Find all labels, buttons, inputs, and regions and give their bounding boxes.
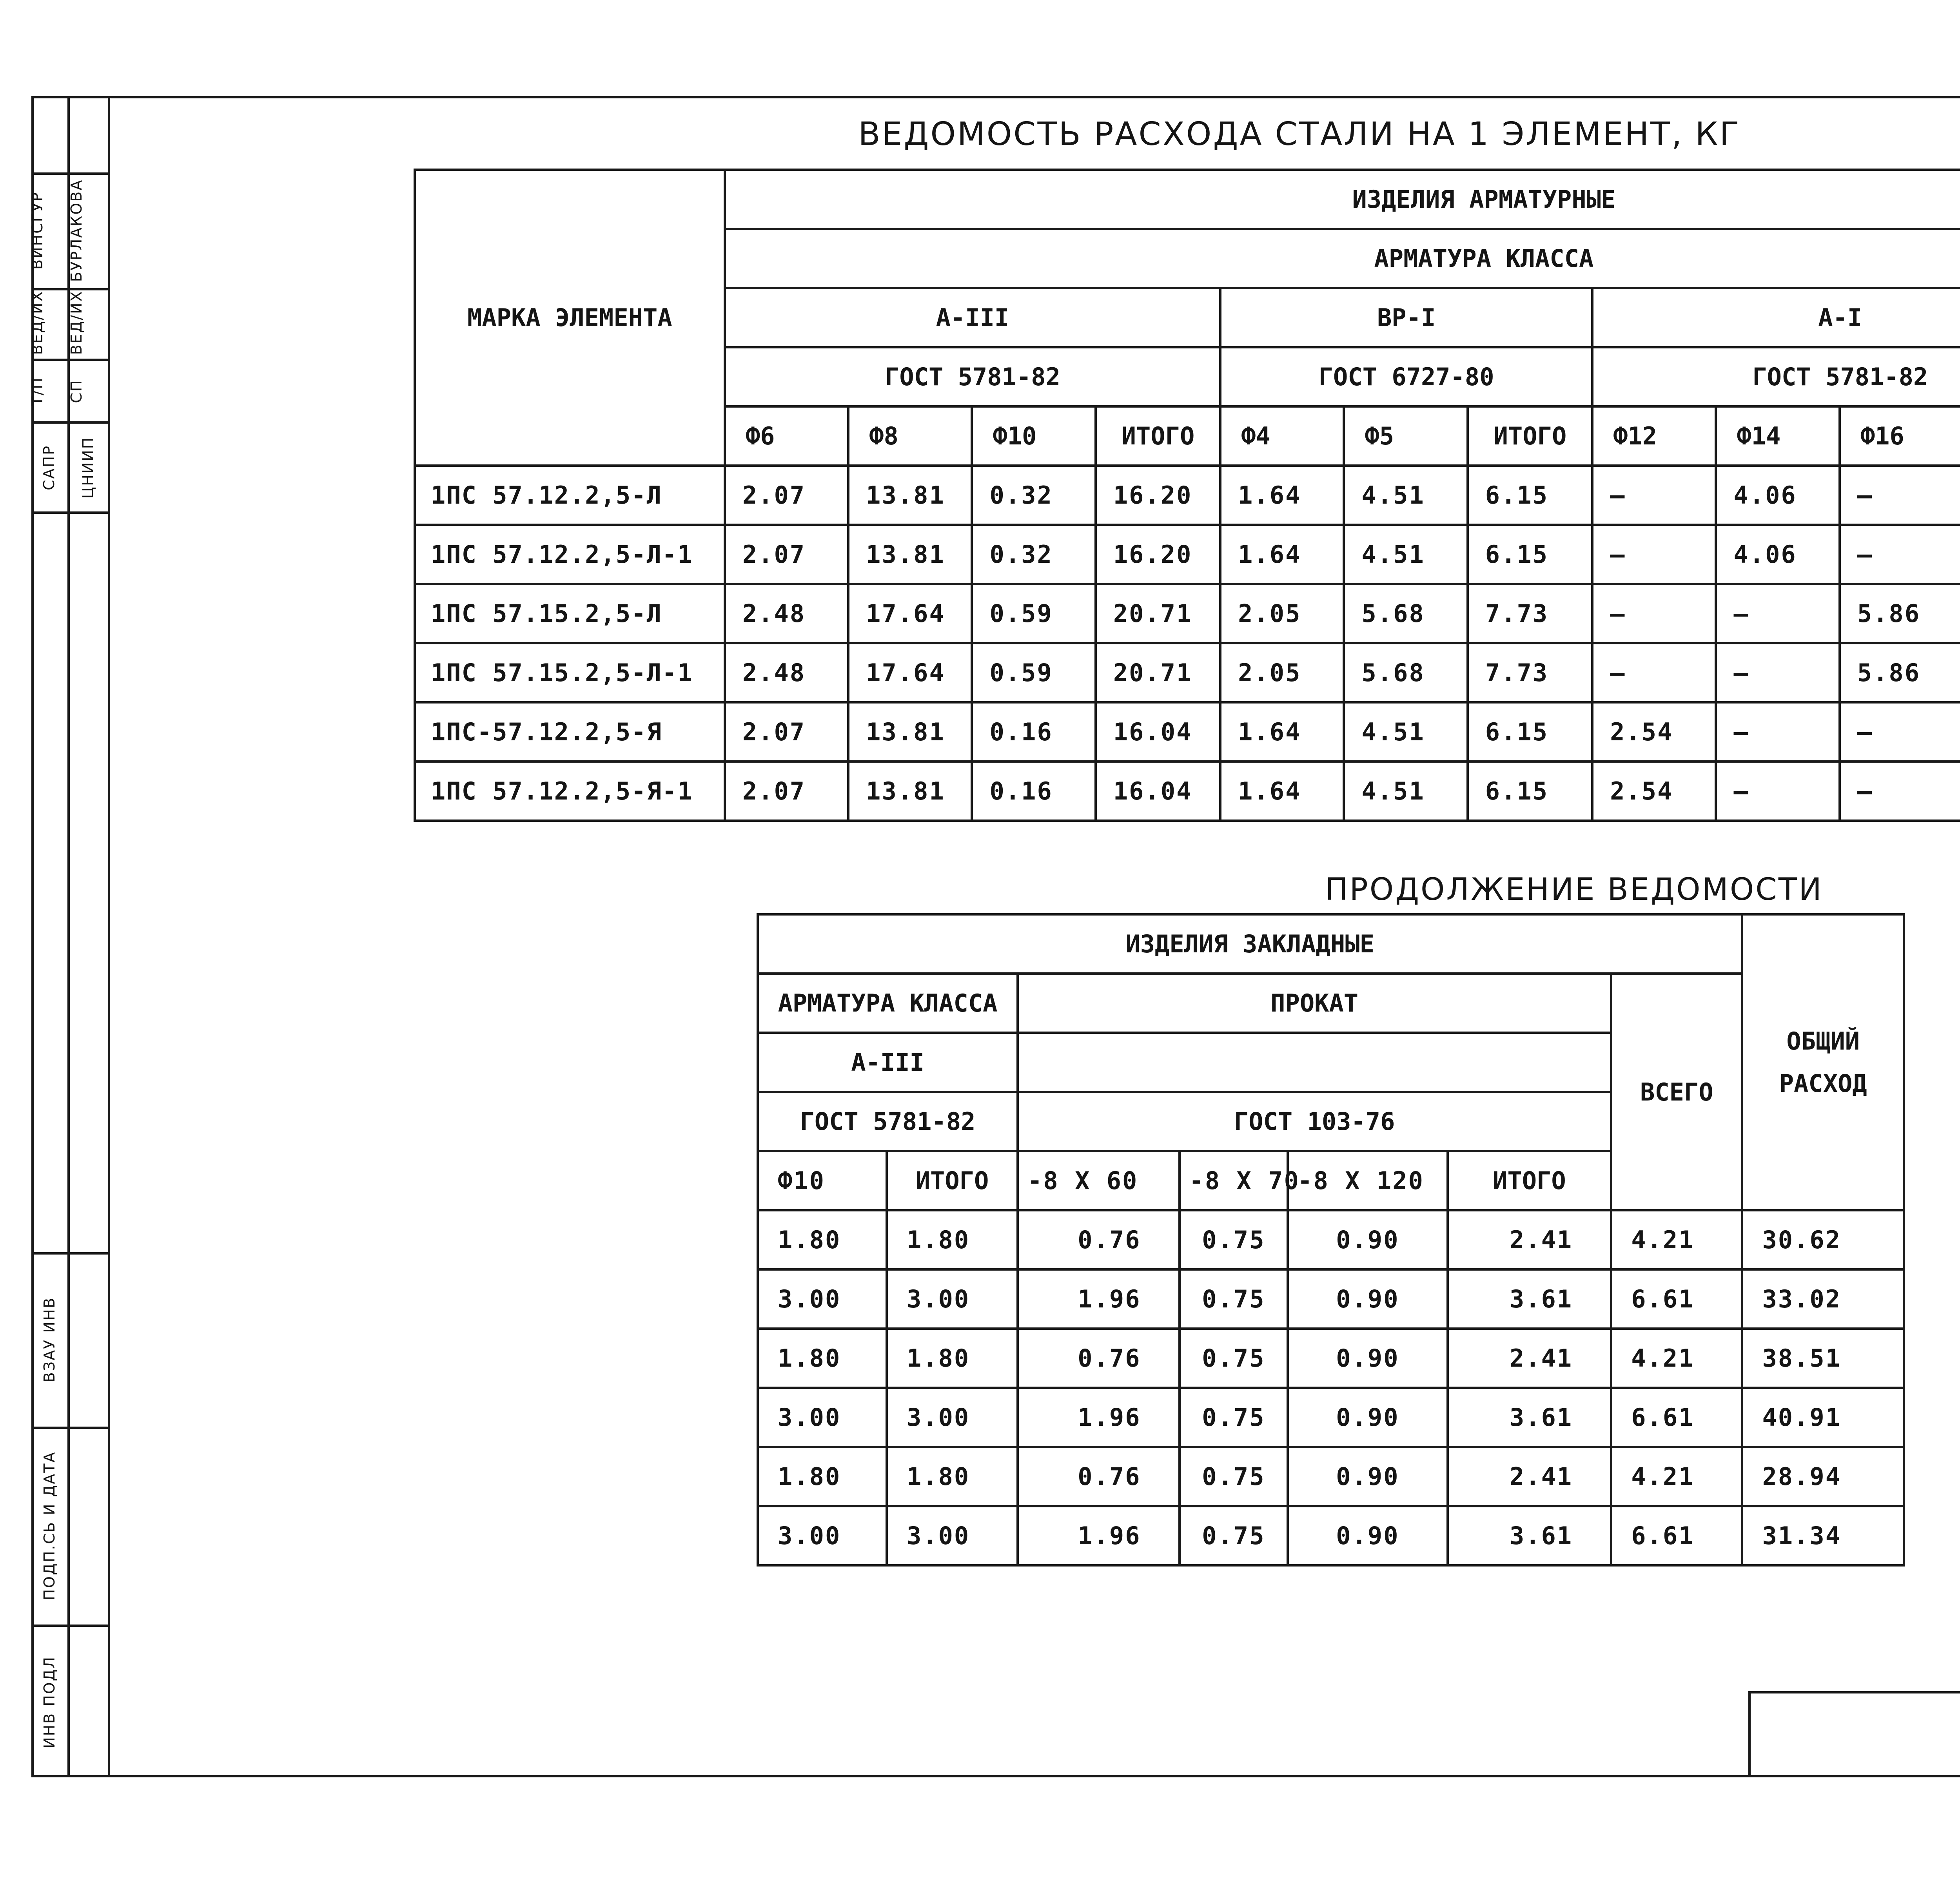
- value-cell: 16.04: [1096, 702, 1220, 762]
- value-cell: –: [1716, 643, 1839, 702]
- subcol-header: ИТОГО: [1448, 1151, 1612, 1210]
- header-class-a1: А-I: [1592, 288, 1960, 347]
- value-cell: 3.00: [887, 1388, 1018, 1447]
- table2-body: [758, 1210, 1904, 1565]
- value-cell: 13.81: [848, 702, 972, 762]
- value-cell: –: [1840, 466, 1960, 525]
- subcol-header: -8 Х 120: [1288, 1151, 1447, 1210]
- value-cell: 16.04: [1096, 762, 1220, 821]
- table-row: [415, 702, 1960, 762]
- strip-label: ВЕД/ИХ: [29, 290, 46, 355]
- value-cell: 1.80: [758, 1447, 887, 1506]
- value-cell: 0.75: [1180, 1447, 1288, 1506]
- value-cell: –: [1840, 762, 1960, 821]
- element-mark-cell: 1ПС 57.12.2,5-Л-1: [415, 525, 725, 584]
- table-row: [415, 584, 1960, 643]
- document-title: ВЕДОМОСТЬ РАСХОДА СТАЛИ НА 1 ЭЛЕМЕНТ, КГ: [858, 116, 1741, 153]
- header-prokat: ПРОКАТ: [1018, 974, 1611, 1033]
- value-cell: 13.81: [848, 466, 972, 525]
- value-cell: 1.80: [758, 1329, 887, 1388]
- table-row: [758, 1447, 1904, 1506]
- value-cell: 38.51: [1742, 1329, 1904, 1388]
- value-cell: 2.05: [1220, 643, 1344, 702]
- value-cell: 6.61: [1611, 1506, 1742, 1565]
- subcol-header: Ф10: [758, 1151, 887, 1210]
- value-cell: 2.41: [1448, 1210, 1612, 1269]
- value-cell: 3.00: [758, 1269, 887, 1329]
- value-cell: 0.90: [1288, 1447, 1447, 1506]
- subcol-header: Ф4: [1220, 406, 1344, 466]
- table-row: [415, 643, 1960, 702]
- continuation-title: ПРОДОЛЖЕНИЕ ВЕДОМОСТИ: [1325, 872, 1823, 907]
- header-class: АРМАТУРА КЛАССА: [725, 229, 1960, 288]
- value-cell: 0.75: [1180, 1506, 1288, 1565]
- value-cell: 2.41: [1448, 1329, 1612, 1388]
- header-class-a3: А-III: [758, 1033, 1018, 1092]
- value-cell: 0.75: [1180, 1329, 1288, 1388]
- strip-label: ВЕД/ИХ: [68, 290, 85, 355]
- subcol-header: Ф16: [1840, 406, 1960, 466]
- value-cell: 3.00: [758, 1388, 887, 1447]
- value-cell: 28.94: [1742, 1447, 1904, 1506]
- strip-label: ИНВ ПОДЛ: [41, 1656, 58, 1748]
- strip-label: ЦНИИП: [80, 436, 97, 499]
- table-row: [415, 525, 1960, 584]
- value-cell: 2.54: [1592, 762, 1716, 821]
- value-cell: 13.81: [848, 525, 972, 584]
- header-general: [1742, 914, 1904, 1210]
- value-cell: 0.32: [972, 466, 1095, 525]
- value-cell: 2.05: [1220, 584, 1344, 643]
- element-mark-cell: 1ПС 57.12.2,5-Я-1: [415, 762, 725, 821]
- value-cell: 0.90: [1288, 1269, 1447, 1329]
- value-cell: 3.61: [1448, 1506, 1612, 1565]
- value-cell: 1.96: [1018, 1269, 1179, 1329]
- header-gost: ГОСТ 6727-80: [1220, 347, 1592, 406]
- table-row: [758, 1210, 1904, 1269]
- strip-label: ПОДП.СЬ И ДАТА: [41, 1451, 58, 1601]
- value-cell: 4.21: [1611, 1210, 1742, 1269]
- value-cell: 0.90: [1288, 1506, 1447, 1565]
- element-mark-cell: 1ПС 57.15.2,5-Л: [415, 584, 725, 643]
- strip-label: БУРЛАКОВА: [68, 179, 85, 282]
- value-cell: 1.96: [1018, 1506, 1179, 1565]
- value-cell: –: [1592, 584, 1716, 643]
- value-cell: 0.90: [1288, 1210, 1447, 1269]
- subcol-header: ИТОГО: [887, 1151, 1018, 1210]
- value-cell: 6.15: [1468, 525, 1592, 584]
- value-cell: 4.21: [1611, 1447, 1742, 1506]
- value-cell: 6.15: [1468, 702, 1592, 762]
- value-cell: 20.71: [1096, 584, 1220, 643]
- value-cell: 7.73: [1468, 584, 1592, 643]
- strip-label: Т/П: [29, 377, 46, 406]
- value-cell: 2.54: [1592, 702, 1716, 762]
- value-cell: 16.20: [1096, 525, 1220, 584]
- value-cell: 17.64: [848, 643, 972, 702]
- header-group: ИЗДЕЛИЯ АРМАТУРНЫЕ: [725, 170, 1960, 229]
- header-gost: ГОСТ 5781-82: [1592, 347, 1960, 406]
- value-cell: 1.80: [887, 1329, 1018, 1388]
- header-class-vr1: ВР-I: [1220, 288, 1592, 347]
- value-cell: 13.81: [848, 762, 972, 821]
- value-cell: 0.16: [972, 702, 1095, 762]
- value-cell: 16.20: [1096, 466, 1220, 525]
- strip-label: ВЗАУ ИНВ: [41, 1296, 58, 1383]
- value-cell: 2.07: [725, 525, 848, 584]
- value-cell: 6.15: [1468, 762, 1592, 821]
- value-cell: 1.80: [887, 1210, 1018, 1269]
- value-cell: –: [1716, 702, 1839, 762]
- subcol-header: Ф8: [848, 406, 972, 466]
- table-row: [415, 762, 1960, 821]
- header-general-line2: РАСХОД: [1779, 1069, 1867, 1098]
- value-cell: 4.21: [1611, 1329, 1742, 1388]
- value-cell: 0.76: [1018, 1447, 1179, 1506]
- subcol-header: Ф12: [1592, 406, 1716, 466]
- header-gost: ГОСТ 5781-82: [758, 1092, 1018, 1151]
- value-cell: 2.48: [725, 643, 848, 702]
- value-cell: 5.68: [1344, 584, 1467, 643]
- value-cell: 4.51: [1344, 762, 1467, 821]
- value-cell: 1.80: [887, 1447, 1018, 1506]
- value-cell: 0.16: [972, 762, 1095, 821]
- value-cell: –: [1840, 525, 1960, 584]
- value-cell: 6.15: [1468, 466, 1592, 525]
- table-row: [415, 466, 1960, 525]
- value-cell: 3.00: [887, 1269, 1018, 1329]
- header-empty-cell: [1018, 1033, 1611, 1092]
- element-mark-cell: 1ПС 57.12.2,5-Л: [415, 466, 725, 525]
- header-total: ВСЕГО: [1611, 974, 1742, 1210]
- value-cell: 0.75: [1180, 1210, 1288, 1269]
- value-cell: 31.34: [1742, 1506, 1904, 1565]
- value-cell: 0.59: [972, 584, 1095, 643]
- value-cell: 1.64: [1220, 525, 1344, 584]
- value-cell: –: [1592, 525, 1716, 584]
- subcol-header: Ф6: [725, 406, 848, 466]
- header-class: АРМАТУРА КЛАССА: [758, 974, 1018, 1033]
- value-cell: 6.61: [1611, 1388, 1742, 1447]
- subcol-header: Ф14: [1716, 406, 1839, 466]
- value-cell: 0.90: [1288, 1329, 1447, 1388]
- value-cell: 20.71: [1096, 643, 1220, 702]
- value-cell: –: [1592, 466, 1716, 525]
- value-cell: –: [1716, 762, 1839, 821]
- value-cell: 2.07: [725, 702, 848, 762]
- value-cell: 1.96: [1018, 1388, 1179, 1447]
- subcol-header: ИТОГО: [1096, 406, 1220, 466]
- header-gost: ГОСТ 5781-82: [725, 347, 1220, 406]
- value-cell: –: [1840, 702, 1960, 762]
- value-cell: 17.64: [848, 584, 972, 643]
- header-group: ИЗДЕЛИЯ ЗАКЛАДНЫЕ: [758, 914, 1742, 974]
- table-row: [758, 1506, 1904, 1565]
- value-cell: 5.86: [1840, 584, 1960, 643]
- value-cell: 0.75: [1180, 1269, 1288, 1329]
- value-cell: 0.75: [1180, 1388, 1288, 1447]
- value-cell: 1.80: [758, 1210, 887, 1269]
- value-cell: 33.02: [1742, 1269, 1904, 1329]
- steel-consumption-table: [414, 169, 1960, 822]
- value-cell: 0.76: [1018, 1210, 1179, 1269]
- value-cell: 7.73: [1468, 643, 1592, 702]
- subcol-header: Ф10: [972, 406, 1095, 466]
- table-row: [758, 1388, 1904, 1447]
- subcol-header: -8 Х 70: [1180, 1151, 1288, 1210]
- value-cell: 3.61: [1448, 1388, 1612, 1447]
- value-cell: 0.90: [1288, 1388, 1447, 1447]
- value-cell: 2.41: [1448, 1447, 1612, 1506]
- value-cell: 6.61: [1611, 1269, 1742, 1329]
- value-cell: 4.51: [1344, 466, 1467, 525]
- strip-label: СП: [68, 379, 85, 403]
- element-mark-cell: 1ПС-57.12.2,5-Я: [415, 702, 725, 762]
- value-cell: –: [1592, 643, 1716, 702]
- strip-label: ВИНСГУР: [29, 191, 46, 270]
- value-cell: 2.07: [725, 762, 848, 821]
- table1-body: [415, 466, 1960, 821]
- strip-label: САПР: [40, 444, 58, 491]
- value-cell: 30.62: [1742, 1210, 1904, 1269]
- value-cell: –: [1716, 584, 1839, 643]
- value-cell: 2.07: [725, 466, 848, 525]
- subcol-header: Ф5: [1344, 406, 1467, 466]
- value-cell: 2.48: [725, 584, 848, 643]
- table-row: [758, 1329, 1904, 1388]
- value-cell: 5.86: [1840, 643, 1960, 702]
- value-cell: 1.64: [1220, 702, 1344, 762]
- embedded-parts-table: [757, 913, 1905, 1567]
- value-cell: 0.59: [972, 643, 1095, 702]
- header-general-line1: ОБЩИЙ: [1786, 1026, 1860, 1055]
- value-cell: 0.32: [972, 525, 1095, 584]
- table-row: [758, 1269, 1904, 1329]
- value-cell: 1.64: [1220, 762, 1344, 821]
- header-gost: ГОСТ 103-76: [1018, 1092, 1611, 1151]
- value-cell: 4.06: [1716, 466, 1839, 525]
- value-cell: 5.68: [1344, 643, 1467, 702]
- value-cell: 4.51: [1344, 702, 1467, 762]
- strip-divider: [31, 1252, 110, 1255]
- header-class-a3: А-III: [725, 288, 1220, 347]
- document-code: [1748, 1721, 1960, 1745]
- value-cell: 4.51: [1344, 525, 1467, 584]
- element-mark-cell: 1ПС 57.15.2,5-Л-1: [415, 643, 725, 702]
- value-cell: 4.06: [1716, 525, 1839, 584]
- value-cell: 3.00: [758, 1506, 887, 1565]
- value-cell: 1.64: [1220, 466, 1344, 525]
- value-cell: 3.00: [887, 1506, 1018, 1565]
- value-cell: 0.76: [1018, 1329, 1179, 1388]
- value-cell: 40.91: [1742, 1388, 1904, 1447]
- value-cell: 3.61: [1448, 1269, 1612, 1329]
- subcol-header: ИТОГО: [1468, 406, 1592, 466]
- subcol-header: -8 Х 60: [1018, 1151, 1179, 1210]
- header-mark: МАРКА ЭЛЕМЕНТА: [415, 170, 725, 466]
- strip-divider: [31, 1625, 110, 1627]
